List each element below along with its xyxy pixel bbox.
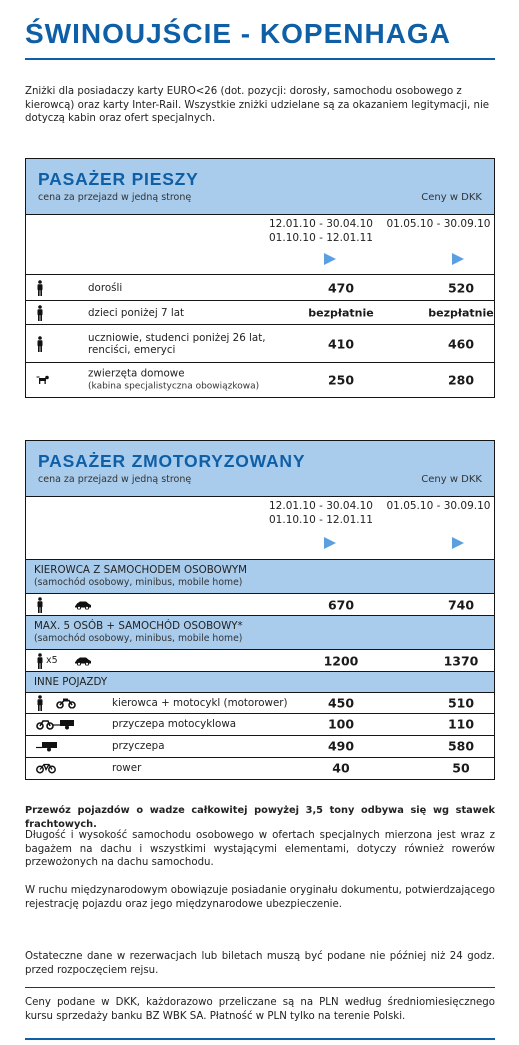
person-count: x5	[46, 654, 58, 666]
price-period1: 100	[327, 716, 355, 732]
pedestrian-price-table	[25, 158, 495, 398]
price-period1: 1200	[323, 653, 359, 668]
table-row	[26, 736, 494, 758]
table-row	[26, 301, 494, 325]
deadline-note: Ostateczne dane w rezerwacjach lub biletach muszą być podane nie później niż 24 godz. przed rozpoczęciem rejsu.	[25, 951, 495, 976]
table-row	[26, 650, 494, 672]
motorized-currency: Ceny w DKK	[421, 474, 482, 485]
row-label: dorośli	[88, 281, 123, 294]
table-row	[26, 325, 494, 363]
price-period1: 410	[327, 336, 355, 351]
price-period1: 670	[327, 597, 355, 612]
period1-dates: 12.01.10 - 30.04.10 01.10.10 - 12.01.11	[269, 500, 373, 526]
motorized-heading: PASAŻER ZMOTORYZOWANY	[38, 451, 306, 471]
international-note: W ruchu międzynarodowym obowiązuje posiadanie oryginału dokumentu, potwierdzającego rejestrację pojazdu oraz jego międzynarodowe ubezpieczenie.	[25, 885, 495, 910]
title-divider	[25, 58, 495, 60]
section-other-vehicles: INNE POJAZDY	[26, 672, 494, 693]
section-driver-car: KIEROWCA Z SAMOCHODEM OSOBOWYM (samochód osobowy, minibus, mobile home)	[26, 560, 494, 594]
trailer-icon	[36, 741, 58, 752]
page-title: ŚWINOUJŚCIE - KOPENHAGA	[25, 18, 451, 49]
price-period2: 1370	[443, 653, 479, 668]
price-period1: 470	[327, 280, 355, 295]
table-row	[26, 693, 494, 714]
person-icon	[36, 305, 44, 321]
period2-dates: 01.05.10 - 30.09.10	[386, 218, 491, 230]
row-label: kierowca + motocykl (motorower)	[112, 696, 288, 709]
period1-dates: 12.01.10 - 30.04.10 01.10.10 - 12.01.11	[269, 218, 373, 244]
price-period2: 110	[447, 716, 475, 732]
person-icon	[36, 653, 44, 669]
price-period2: 50	[452, 760, 470, 776]
play-arrow-icon	[324, 537, 336, 549]
price-period2: 580	[447, 738, 475, 754]
section-group-car: MAX. 5 OSÓB + SAMOCHÓD OSOBOWY* (samochód osobowy, minibus, mobile home)	[26, 616, 494, 650]
table-row	[26, 363, 494, 397]
play-arrow-icon	[452, 537, 464, 549]
price-period1: 450	[327, 695, 355, 710]
table-row	[26, 758, 494, 779]
person-icon	[36, 695, 44, 711]
motorized-table-header	[26, 441, 494, 497]
motorized-period-row	[26, 497, 494, 560]
table-row	[26, 594, 494, 616]
play-arrow-icon	[452, 253, 464, 265]
period2-dates: 01.05.10 - 30.09.10	[386, 500, 491, 512]
row-label: uczniowie, studenci poniżej 26 lat, renciści, emeryci	[88, 331, 266, 356]
price-period2: 520	[447, 280, 475, 295]
row-label: zwierzęta domowe (kabina specjalistyczna obowiązkowa)	[88, 367, 260, 392]
dimensions-note: Długość i wysokość samochodu osobowego w ofertach specjalnych mierzona jest wraz z bagażem na dachu i wszystkimi wystającymi elementami, dotyczy również rowerów przewożonych na dachu samochodu.	[25, 830, 495, 868]
pedestrian-table-header	[26, 159, 494, 215]
person-icon	[36, 280, 44, 296]
table-row	[26, 275, 494, 301]
row-label: dzieci poniżej 7 lat	[88, 306, 185, 319]
motorcycle-trailer-icon	[36, 718, 78, 730]
bicycle-icon	[36, 763, 56, 774]
bottom-divider	[25, 1038, 495, 1040]
price-period2: 460	[447, 336, 475, 351]
price-period1: 250	[327, 372, 355, 388]
pedestrian-subheading: cena za przejazd w jedną stronę	[38, 192, 192, 203]
row-label: przyczepa motocyklowa	[112, 718, 237, 730]
price-period2: 740	[447, 597, 475, 612]
motorcycle-icon	[56, 697, 76, 708]
table-row	[26, 714, 494, 736]
row-label: przyczepa	[112, 740, 165, 752]
pedestrian-heading: PASAŻER PIESZY	[38, 169, 199, 189]
motorized-subheading: cena za przejazd w jedną stronę	[38, 474, 192, 485]
row-label: rower	[112, 762, 142, 774]
person-icon	[36, 597, 44, 613]
currency-note: Ceny podane w DKK, każdorazowo przeliczane są na PLN według średniomiesięcznego kursu sprzedaży banku BZ WBK SA. Płatność w PLN tylko na terenie Polski.	[25, 997, 495, 1022]
car-icon	[74, 600, 92, 609]
freight-note: Przewóz pojazdów o wadze całkowitej powyżej 3,5 tony odbywa się wg stawek frachtowych.	[25, 805, 495, 830]
price-period1: 490	[327, 738, 355, 754]
play-arrow-icon	[324, 253, 336, 265]
footer-divider	[25, 987, 495, 988]
price-period1: bezpłatnie	[308, 306, 374, 319]
pedestrian-currency: Ceny w DKK	[421, 192, 482, 203]
pedestrian-period-row	[26, 215, 494, 275]
price-period1: 40	[332, 760, 350, 776]
motorized-price-table	[25, 440, 495, 780]
price-period2: 280	[447, 372, 475, 388]
price-period2: 510	[447, 695, 475, 710]
car-icon	[74, 656, 92, 665]
intro-text: Zniżki dla posiadaczy karty EURO<26 (dot. pozycji: dorosły, samochodu osobowego z kierowcą) oraz karty Inter-Rail. Wszystkie zniżki udzielane są za okazaniem legitymacji, nie dotyczą kabin oraz ofert specjalnych.	[25, 86, 490, 124]
price-period2: bezpłatnie	[428, 306, 494, 319]
person-icon	[36, 336, 44, 352]
dog-icon	[36, 375, 50, 385]
